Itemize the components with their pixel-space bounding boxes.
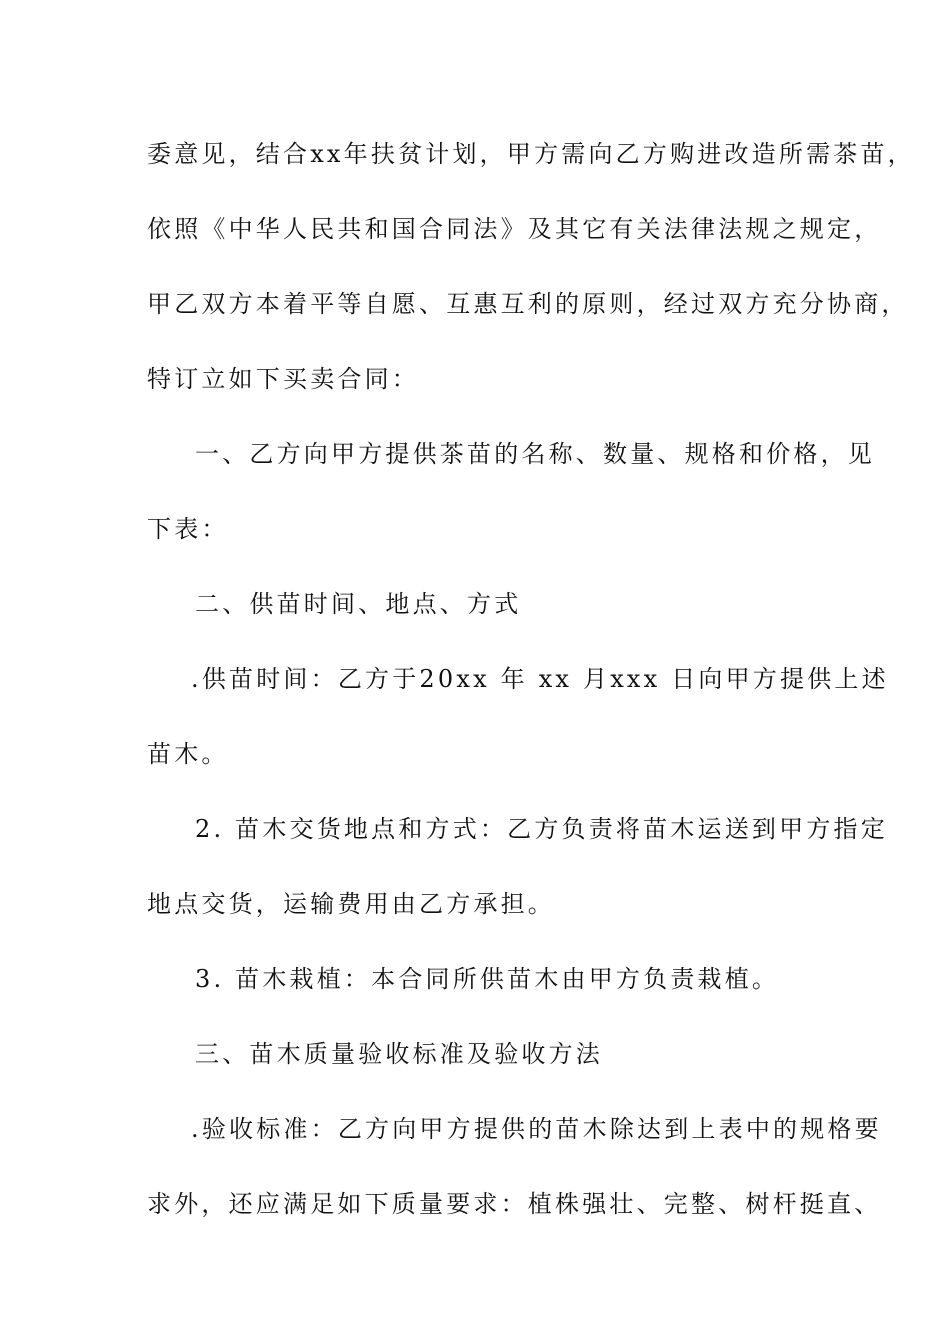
paragraph-line: 地点交货，运输费用由乙方承担。 — [147, 890, 555, 918]
paragraph-line: 依照《中华人民共和国合同法》及其它有关法律法规之规定， — [147, 215, 882, 243]
paragraph-line: 特订立如下买卖合同： — [147, 365, 419, 393]
paragraph-line: 甲乙双方本着平等自愿、互惠互利的原则，经过双方充分协商， — [147, 290, 909, 318]
section-heading-1: 一、乙方向甲方提供茶苗的名称、数量、规格和价格，见 — [195, 440, 875, 468]
paragraph-line: 下表： — [147, 515, 229, 543]
section-heading-3: 三、苗木质量验收标准及验收方法 — [195, 1040, 603, 1068]
paragraph-line: .供苗时间：乙方于20xx 年 xx 月xxx 日向甲方提供上述 — [191, 665, 889, 693]
paragraph-line: .验收标准：乙方向甲方提供的苗木除达到上表中的规格要 — [191, 1115, 882, 1143]
paragraph-line: 2. 苗木交货地点和方式：乙方负责将苗木运送到甲方指定 — [195, 815, 888, 843]
paragraph-line: 苗木。 — [147, 740, 229, 768]
paragraph-line: 3. 苗木栽植：本合同所供苗木由甲方负责栽植。 — [195, 965, 780, 993]
paragraph-line: 委意见，结合xx年扶贫计划，甲方需向乙方购进改造所需茶苗， — [147, 140, 915, 168]
paragraph-line: 求外，还应满足如下质量要求：植株强壮、完整、树杆挺直、 — [147, 1190, 882, 1218]
section-heading-2: 二、供苗时间、地点、方式 — [195, 590, 522, 618]
